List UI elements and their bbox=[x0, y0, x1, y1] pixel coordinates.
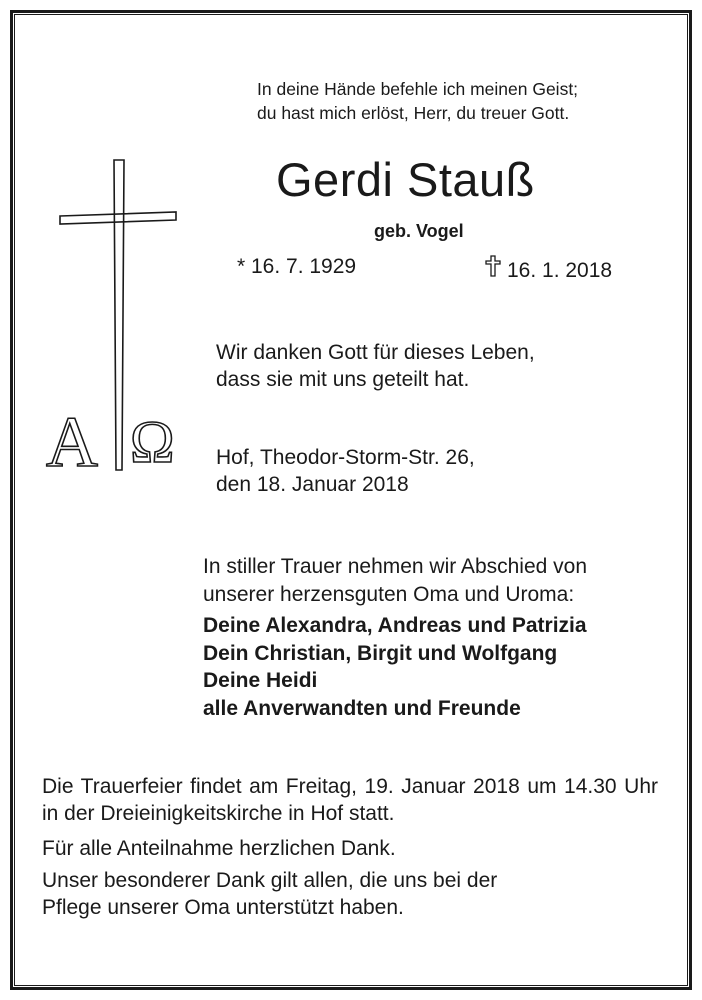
mourner-entry: alle Anverwandten und Freunde bbox=[203, 696, 521, 720]
mourning-text bbox=[203, 553, 587, 609]
thanks-text bbox=[216, 339, 535, 393]
omega-letter: Ω bbox=[130, 409, 175, 475]
cross-icon bbox=[485, 255, 501, 277]
deceased-name: Gerdi Stauß bbox=[276, 153, 535, 206]
mourning-line: In stiller Trauer nehmen wir Abschied von bbox=[203, 555, 588, 578]
address-line: Hof, Theodor-Storm-Str. 26, bbox=[216, 446, 475, 469]
verse-line: In deine Hände befehle ich meinen Geist; bbox=[257, 79, 579, 99]
place-date bbox=[216, 444, 475, 498]
mourner-entry: Deine Alexandra, Andreas und Patrizia bbox=[203, 614, 587, 637]
funeral-service-info: Die Trauerfeier findet am Freitag, 19. Januar 2018 um 14.30 Uhr in der Dreieinigkeitskirche in Hof statt. bbox=[42, 775, 658, 825]
birth-date: * 16. 7. 1929 bbox=[237, 255, 357, 278]
death-date: 16. 1. 2018 bbox=[507, 259, 613, 282]
cross-horizontal-beam bbox=[60, 212, 176, 224]
special-thanks-line: Pflege unserer Oma unterstützt haben. bbox=[42, 896, 404, 919]
mourner-entry: Dein Christian, Birgit und Wolfgang bbox=[203, 641, 558, 665]
bible-verse bbox=[257, 77, 578, 125]
cross-alpha-omega-icon bbox=[42, 158, 192, 478]
alpha-letter: A bbox=[46, 402, 98, 478]
thanks-line: Wir danken Gott für dieses Leben, bbox=[216, 341, 535, 364]
mourning-line: unserer herzensguten Oma und Uroma: bbox=[203, 583, 575, 606]
thanks-line: dass sie mit uns geteilt hat. bbox=[216, 368, 470, 391]
special-thanks bbox=[42, 867, 497, 921]
verse-line: du hast mich erlöst, Herr, du treuer Gott. bbox=[257, 103, 570, 123]
mourner-entry: Deine Heidi bbox=[203, 669, 318, 692]
special-thanks-line: Unser besonderer Dank gilt allen, die uns bei der bbox=[42, 869, 498, 892]
birth-name: geb. Vogel bbox=[374, 221, 464, 241]
cross-vertical-beam bbox=[114, 160, 124, 470]
date-line: den 18. Januar 2018 bbox=[216, 473, 409, 496]
mourners-list bbox=[203, 612, 587, 722]
death-date-row bbox=[485, 255, 612, 283]
gratitude-text: Für alle Anteilnahme herzlichen Dank. bbox=[42, 837, 396, 860]
